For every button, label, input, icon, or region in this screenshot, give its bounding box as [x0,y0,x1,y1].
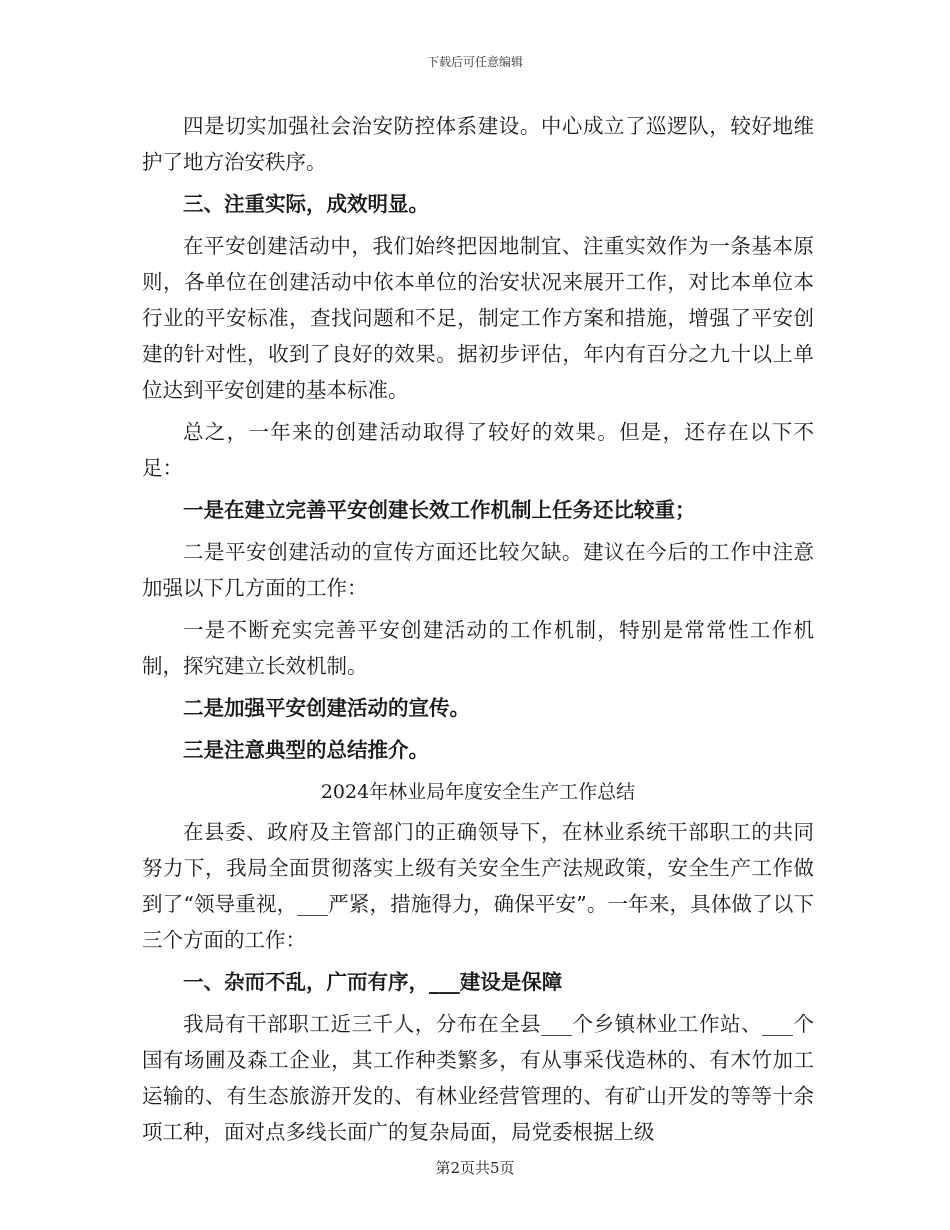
paragraph: 我局有干部职工近三千人，分布在全县___个乡镇林业工作站、___个国有场圃及森工企业，其工作种类繁多，有从事采伐造林的、有木竹加工运输的、有生态旅游开发的、有林业经营管理的、有矿山开发的等等十余项工种，面对点多线长面广的复杂局面，局党委根据上级 [142,1012,814,1144]
page-header: 下载后可任意编辑 [426,55,523,69]
document-body [142,108,814,1156]
bold-paragraph: 一是在建立完善平安创建长效工作机制上任务还比较重； [183,498,696,522]
paragraph: 二是平安创建活动的宣传方面还比较欠缺。建议在今后的工作中注意加强以下几方面的工作： [142,540,814,600]
bold-paragraph: 二是加强平安创建活动的宣传。 [183,696,470,720]
section-heading: 三、注重实际，成效明显。 [183,192,429,216]
section-heading: 一、杂而不乱，广而有序，___建设是保障 [183,970,563,994]
paragraph: 一是不断充实完善平安创建活动的工作机制，特别是常常性工作机制，探究建立长效机制。 [142,618,814,678]
document-title: 2024年林业局年度安全生产工作总结 [320,781,636,803]
paragraph: 四是切实加强社会治安防控体系建设。中心成立了巡逻队，较好地维护了地方治安秩序。 [142,114,814,174]
page-number: 第2页共5页 [435,1159,515,1177]
paragraph: 在平安创建活动中，我们始终把因地制宜、注重实效作为一条基本原则，各单位在创建活动中依本单位的治安状况来展开工作，对比本单位本行业的平安标准，查找问题和不足，制定工作方案和措施，增强了平安创建的针对性，收到了良好的效果。据初步评估，年内有百分之九十以上单位达到平安创建的基本标准。 [142,234,814,402]
paragraph: 总之，一年来的创建活动取得了较好的效果。但是，还存在以下不足： [142,420,814,480]
bold-paragraph: 三是注意典型的总结推介。 [183,738,429,762]
paragraph: 在县委、政府及主管部门的正确领导下，在林业系统干部职工的共同努力下，我局全面贯彻落实上级有关安全生产法规政策，安全生产工作做到了“领导重视，___严紧，措施得力，确保平安”。一年来，具体做了以下三个方面的工作： [142,820,814,952]
